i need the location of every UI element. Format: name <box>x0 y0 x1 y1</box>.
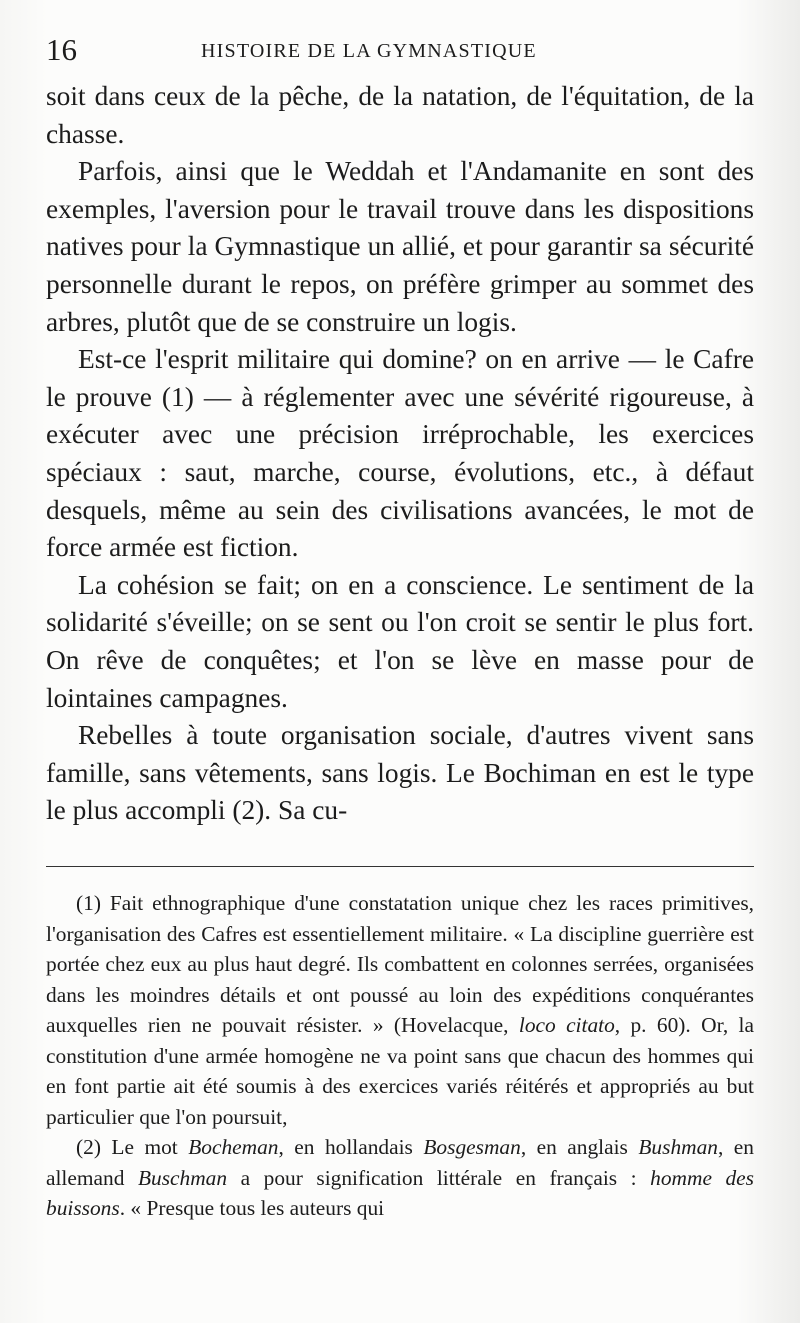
paragraph-continuation: soit dans ceux de la pêche, de la natation, de l'équitation, de la chasse. <box>46 81 754 149</box>
paragraph: Parfois, ainsi que le Weddah et l'Andamanite en sont des exemples, l'aversion pour le travail trouve dans les dispositions natives pour la Gymnastique un allié, et pour garantir sa sécurité personnelle durant le repos, on préfère grimper au sommet des arbres, plutôt que de se construire un logis. <box>46 156 754 337</box>
footnotes <box>46 888 754 1224</box>
paragraph: La cohésion se fait; on en a conscience. Le sentiment de la solidarité s'éveille; on se sent ou l'on croit se sentir le plus fort. On rêve de conquêtes; et l'on se lève en masse pour de lointaines campagnes. <box>46 569 754 713</box>
footnote-2: (2) Le mot Bocheman, en hollandais Bosgesman, en anglais Bushman, en allemand Buschman a pour signification littérale en français : homme des buissons. « Presque tous les auteurs qui <box>46 1135 754 1220</box>
page-number: 16 <box>46 32 77 67</box>
term-italic: Bocheman <box>188 1135 279 1159</box>
main-text <box>46 78 754 830</box>
footnote-1: (1) Fait ethnographique d'une constatation unique chez les races primitives, l'organisation des Cafres est essentiellement militaire. « La discipline guerrière est portée chez eux au plus haut degré. Ils combattent en colonnes serrées, organisées dans les moindres détails et ont poussé au loin des expéditions conquérantes auxquelles rien ne pouvait résister. » (Hovelacque, loco citato, p. 60). Or, la constitution d'une armée homogène ne va point sans que chacun des hommes qui en font partie ait été soumis à des exercices variés réitérés et appropriés au but particulier que l'on poursuit, <box>46 891 754 1129</box>
running-title: HISTOIRE DE LA GYMNASTIQUE <box>201 40 537 62</box>
paragraph: Est-ce l'esprit militaire qui domine? on en arrive — le Cafre le prouve (1) — à réglementer avec une sévérité rigoureuse, à exécuter avec une précision irréprochable, les exercices spéciaux : saut, marche, course, évolutions, etc., à défaut desquels, même au sein des civilisations avancées, le mot de force armée est fiction. <box>46 344 754 563</box>
page-header <box>46 30 756 70</box>
term-italic: Bushman <box>638 1135 718 1159</box>
footnote-separator-rule <box>46 866 754 867</box>
term-italic: Bosgesman <box>423 1135 521 1159</box>
citation-italic: loco citato <box>518 1013 615 1037</box>
term-italic: Buschman <box>137 1165 228 1190</box>
term-italic: homme des buissons <box>46 1165 754 1220</box>
paragraph: Rebelles à toute organisation sociale, d'autres vivent sans famille, sans vêtements, sans logis. Le Bochiman en est le type le plus accompli (2). Sa cu- <box>46 720 754 826</box>
